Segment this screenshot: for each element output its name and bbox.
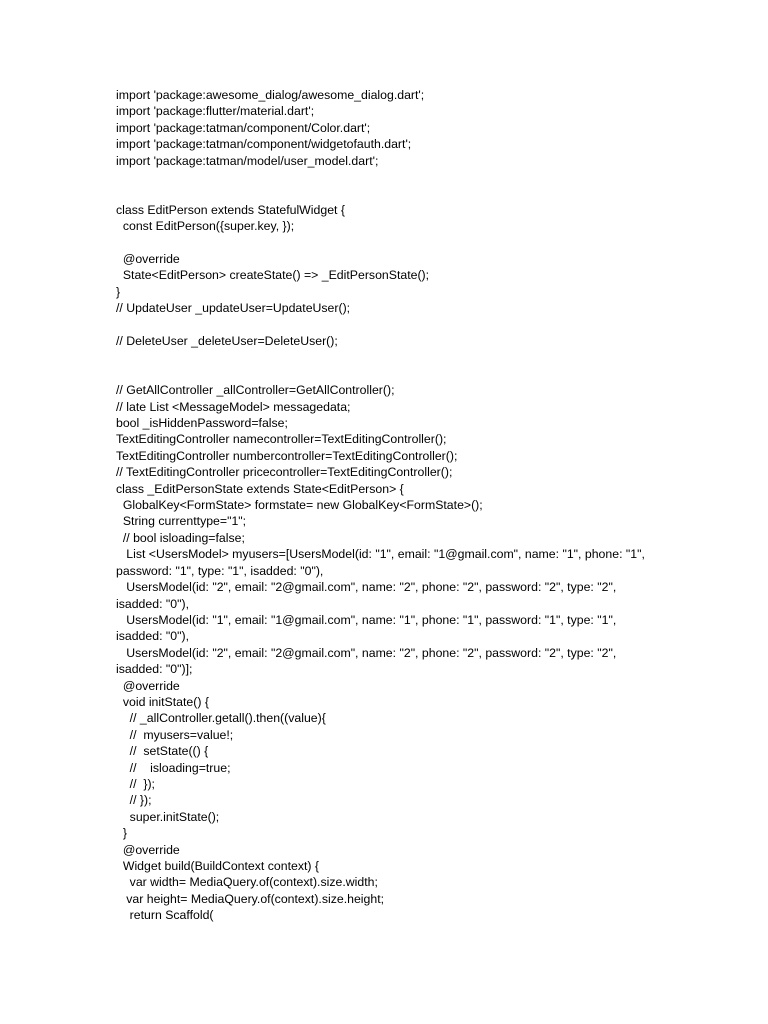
- code-line: import 'package:flutter/material.dart';: [116, 104, 315, 119]
- code-line: const EditPerson({super.key, });: [116, 219, 295, 234]
- code-line: // bool isloading=false;: [116, 530, 245, 545]
- code-line: return Scaffold(: [116, 908, 214, 923]
- code-line: // late List <MessageModel> messagedata;: [116, 399, 351, 414]
- code-line: UsersModel(id: "2", email: "2@gmail.com", name: "2", phone: "2", password: "2", type: "2", isadded: "0")];: [116, 645, 620, 677]
- code-line: TextEditingController numbercontroller=TextEditingController();: [116, 448, 458, 463]
- code-line: super.initState();: [116, 809, 220, 824]
- code-line: UsersModel(id: "2", email: "2@gmail.com", name: "2", phone: "2", password: "2", type: "2", isadded: "0"),: [116, 580, 620, 611]
- code-line: String currenttype="1";: [116, 514, 247, 529]
- code-line: import 'package:awesome_dialog/awesome_dialog.dart';: [116, 88, 425, 102]
- code-line: import 'package:tatman/component/Color.dart';: [116, 120, 371, 135]
- code-line: // _allController.getall().then((value){: [116, 711, 326, 726]
- code-line: [116, 349, 646, 365]
- code-line: // isloading=true;: [116, 760, 231, 775]
- code-line: import 'package:tatman/component/widgetofauth.dart';: [116, 137, 412, 152]
- code-line: // TextEditingController pricecontroller=TextEditingController();: [116, 465, 453, 480]
- code-line: }: [116, 826, 127, 841]
- code-line: [116, 317, 646, 333]
- code-line: void initState() {: [116, 694, 209, 709]
- code-line: TextEditingController namecontroller=TextEditingController();: [116, 432, 447, 447]
- code-line: [116, 169, 646, 185]
- code-line: @override: [116, 252, 180, 267]
- code-line: Widget build(BuildContext context) {: [116, 859, 320, 873]
- code-line: class _EditPersonState extends State<EditPerson> {: [116, 481, 404, 496]
- code-line: [116, 235, 646, 251]
- code-line: bool _isHiddenPassword=false;: [116, 416, 288, 431]
- code-line: // DeleteUser _deleteUser=DeleteUser();: [116, 334, 338, 349]
- code-line: var width= MediaQuery.of(context).size.width;: [116, 875, 378, 890]
- code-line: var height= MediaQuery.of(context).size.height;: [116, 891, 385, 906]
- code-line: State<EditPerson> createState() => _EditPersonState();: [116, 268, 430, 283]
- code-listing: [116, 87, 649, 924]
- code-line: // myusers=value!;: [116, 727, 234, 742]
- code-line: List <UsersModel> myusers=[UsersModel(id: "1", email: "1@gmail.com", name: "1", phone: "1", password: "1", type: "1", isadded: "0"),: [116, 547, 649, 578]
- code-line: // GetAllController _allController=GetAllController();: [116, 383, 395, 398]
- code-line: [116, 185, 646, 201]
- code-line: [116, 366, 646, 382]
- code-line: class EditPerson extends StatefulWidget {: [116, 202, 345, 217]
- code-line: // UpdateUser _updateUser=UpdateUser();: [116, 301, 351, 316]
- code-line: UsersModel(id: "1", email: "1@gmail.com", name: "1", phone: "1", password: "1", type: "1", isadded: "0"),: [116, 612, 620, 644]
- code-line: @override: [116, 842, 180, 857]
- code-line: import 'package:tatman/model/user_model.dart';: [116, 153, 379, 168]
- code-line: // });: [116, 793, 152, 808]
- code-line: GlobalKey<FormState> formstate= new GlobalKey<FormState>();: [116, 498, 483, 513]
- code-line: @override: [116, 678, 180, 693]
- code-line: }: [116, 284, 121, 299]
- code-line: // setState(() {: [116, 744, 209, 759]
- code-line: // });: [116, 776, 155, 791]
